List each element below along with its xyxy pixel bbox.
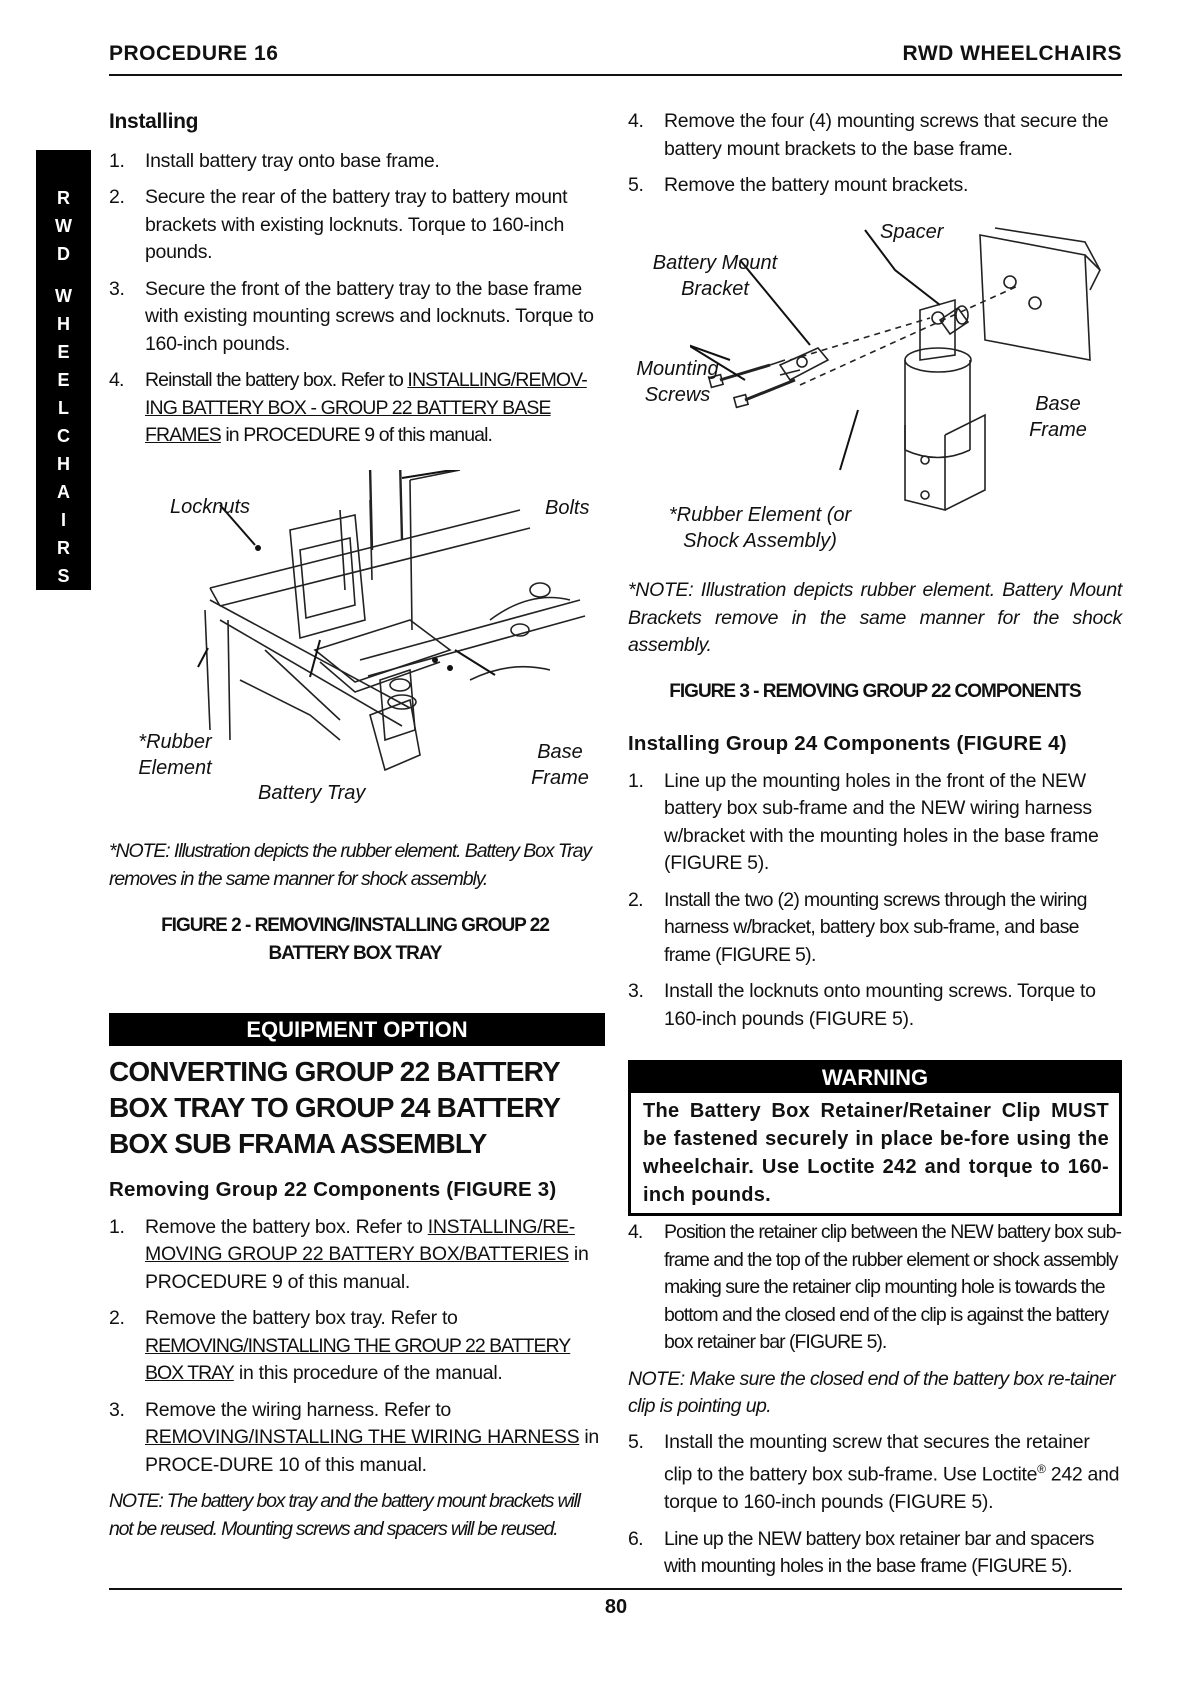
list-item [628, 768, 1122, 878]
header-section: RWD WHEELCHAIRS [902, 42, 1122, 65]
list-item [628, 978, 1122, 1033]
list-item [628, 1219, 1122, 1357]
fig2-note: *NOTE: Illustration depicts the rubber element. Battery Box Tray removes in the same manner for shock assembly. [109, 840, 591, 890]
step-text: Install battery tray onto base frame. [145, 149, 440, 172]
installing24-title: Installing Group 24 Components (FIGURE 4) [628, 732, 1067, 755]
step-number: 3. [109, 277, 125, 300]
right-steps-top [628, 108, 1122, 209]
header-rule [109, 74, 1122, 76]
side-tab-letter: S [57, 566, 70, 586]
step-number: 4. [628, 110, 644, 132]
side-tab-letter: R [57, 538, 70, 558]
step-text: Line up the mounting holes in the front of the NEW battery box sub-frame and the NEW wiring harness w/bracket with the mounting holes in the base frame (FIGURE 5). [664, 769, 1099, 874]
fig3-label-bracket: Battery Mount Bracket [652, 252, 778, 300]
removing-steps [109, 1214, 605, 1480]
step-text-post: in PROCEDURE 9 of this manual. [220, 424, 493, 446]
list-item [628, 108, 1122, 163]
side-tab-letter: H [57, 454, 70, 474]
step-number: 2. [109, 1307, 125, 1329]
step-number: 2. [628, 888, 643, 911]
step-number: 6. [628, 1527, 643, 1550]
fig3-label-base: Base Frame [1029, 393, 1087, 441]
step-number: 1. [628, 769, 644, 792]
fig2-label-locknuts: Locknuts [170, 496, 251, 518]
footer-rule [109, 1588, 1122, 1590]
side-tab-letter: D [57, 244, 70, 264]
registered-mark: ® [1037, 1462, 1046, 1476]
installing24-steps-continued [628, 1219, 1122, 1590]
step-number: 2. [109, 186, 125, 208]
fig3-note: *NOTE: Illustration depicts rubber element. Battery Mount Brackets remove in the same manner for the shock assembly. [628, 579, 1122, 656]
installing24-steps-list [628, 1219, 1122, 1357]
cross-reference-link[interactable]: REMOVING/INSTALLING THE GROUP 22 BATTERY BOX TRAY [145, 1334, 571, 1384]
step-text-pre: Remove the battery box. Refer to [145, 1215, 428, 1238]
left-installing-section [109, 108, 605, 459]
step-text-pre: Remove the wiring harness. Refer to [145, 1398, 451, 1421]
step-text: Line up the NEW battery box retainer bar and spacers with mounting holes in the base frame (FIGURE 5). [664, 1527, 1094, 1577]
step-text: Install the locknuts onto mounting screws. Torque to 160-inch pounds (FIGURE 5). [664, 980, 1096, 1030]
fig2-label-rubber: *Rubber Element [138, 731, 212, 779]
side-tab-letter: L [58, 398, 69, 418]
installing24-steps-list-2 [628, 1429, 1122, 1581]
step-text-pre: Reinstall the battery box. Refer to [145, 369, 408, 391]
list-item [109, 1305, 605, 1388]
step-text-pre: Install the mounting screw that secures the retainer clip to the battery box sub-frame. Use Loctite [664, 1430, 1090, 1486]
list-item [628, 1429, 1122, 1517]
side-tab-letter: W [55, 216, 72, 236]
installing-title: Installing [109, 110, 199, 133]
installing24-section [628, 730, 1122, 1042]
step-number: 4. [109, 369, 124, 391]
installing-steps [109, 148, 605, 450]
step-text: Secure the front of the battery tray to the base frame with existing mounting screws and locknuts. Torque to 160-inch pounds. [145, 277, 594, 355]
step-text-post: in PROCEDURE 9 of this manual. [145, 1243, 589, 1293]
list-item [109, 148, 605, 176]
list-item [628, 887, 1122, 970]
list-item [109, 1214, 605, 1297]
cross-reference-link[interactable]: INSTALLING/RE-MOVING GROUP 22 BATTERY BOX/BATTERIES [145, 1215, 575, 1265]
step-text-pre: Remove the battery box tray. Refer to [145, 1307, 458, 1329]
step-number: 5. [628, 174, 644, 196]
fig3-label-spacer: Spacer [880, 221, 944, 243]
list-item [109, 1397, 605, 1480]
step-text-post: in PROCE-DURE 10 of this manual. [145, 1426, 599, 1476]
page-number: 80 [604, 1596, 628, 1618]
removing-steps-continued [628, 108, 1122, 200]
cross-reference-link[interactable]: INSTALLING/REMOV-ING BATTERY BOX - GROUP 22 BATTERY BASE FRAMES [145, 369, 587, 446]
list-item [109, 276, 605, 359]
side-tab-letter: C [57, 426, 70, 446]
warning-text: The Battery Box Retainer/Retainer Clip MUST be fastened securely in place be-fore using the wheelchair. Use Loctite 242 and torque to 160-inch pounds. [643, 1100, 1109, 1206]
step-text-post: 242 and torque to 160-inch pounds (FIGURE 5). [664, 1463, 1120, 1513]
list-item [109, 367, 605, 450]
fig2-caption: FIGURE 2 - REMOVING/INSTALLING GROUP 22 BATTERY BOX TRAY [161, 915, 549, 964]
side-tab-letter [36, 268, 91, 282]
list-item [628, 1526, 1122, 1581]
removing-title: Removing Group 22 Components (FIGURE 3) [109, 1178, 557, 1201]
warning-box [628, 1060, 1122, 1216]
header-procedure: PROCEDURE 16 [109, 42, 279, 65]
side-tab-letter: A [57, 482, 70, 502]
installing24-steps [628, 768, 1122, 1034]
step-text: Secure the rear of the battery tray to battery mount brackets with existing locknuts. Torque to 160-inch pounds. [145, 186, 568, 263]
fig2-label-tray: Battery Tray [258, 782, 366, 804]
fig2-label-base: Base Frame [531, 741, 589, 789]
step-text-post: in this procedure of the manual. [233, 1362, 503, 1384]
list-item [628, 172, 1122, 200]
fig3-label-screws: Mounting Screws [636, 358, 719, 406]
fig3-label-rubber: *Rubber Element (or Shock Assembly) [668, 504, 852, 552]
step-number: 3. [109, 1398, 125, 1421]
warning-title: WARNING [631, 1063, 1119, 1093]
step-text: Install the two (2) mounting screws through the wiring harness w/bracket, battery box sub-frame, and base frame (FIGURE 5). [664, 888, 1087, 966]
step-text: Remove the battery mount brackets. [664, 174, 969, 196]
side-tab-letter: I [60, 510, 66, 530]
step-number: 1. [109, 149, 125, 172]
step-number: 1. [109, 1215, 125, 1238]
step-number: 5. [628, 1430, 644, 1453]
fig2-label-bolts: Bolts [545, 497, 590, 519]
equipment-option-banner: EQUIPMENT OPTION [109, 1013, 605, 1046]
side-tab-letter: H [57, 314, 70, 334]
step-number: 3. [628, 980, 644, 1002]
removing-section [109, 1176, 605, 1543]
removing-note: NOTE: The battery box tray and the battery mount brackets will not be reused. Mounting screws and spacers will be reused. [109, 1490, 580, 1540]
side-tab-letter: W [55, 286, 72, 306]
step-number: 4. [628, 1221, 643, 1243]
side-tab-letter: R [57, 188, 70, 208]
fig3-caption: FIGURE 3 - REMOVING GROUP 22 COMPONENTS [669, 681, 1081, 702]
cross-reference-link[interactable]: REMOVING/INSTALLING THE WIRING HARNESS [145, 1426, 580, 1448]
converting-title: CONVERTING GROUP 22 BATTERY BOX TRAY TO GROUP 24 BATTERY BOX SUB FRAMA ASSEMBLY [109, 1056, 560, 1159]
side-tab [36, 150, 91, 590]
clip-note: NOTE: Make sure the closed end of the battery box re-tainer clip is pointing up. [628, 1367, 1116, 1417]
side-tab-letter: E [57, 342, 70, 362]
side-tab-letter: E [57, 370, 70, 390]
step-text: Position the retainer clip between the NEW battery box sub-frame and the top of the rubber element or shock assembly making sure the retainer clip mounting hole is towards the bottom and the closed end of the clip is against the battery box retainer bar (FIGURE 5). [664, 1221, 1121, 1353]
list-item [109, 184, 605, 267]
step-text: Remove the four (4) mounting screws that secure the battery mount brackets to the base frame. [664, 110, 1109, 160]
